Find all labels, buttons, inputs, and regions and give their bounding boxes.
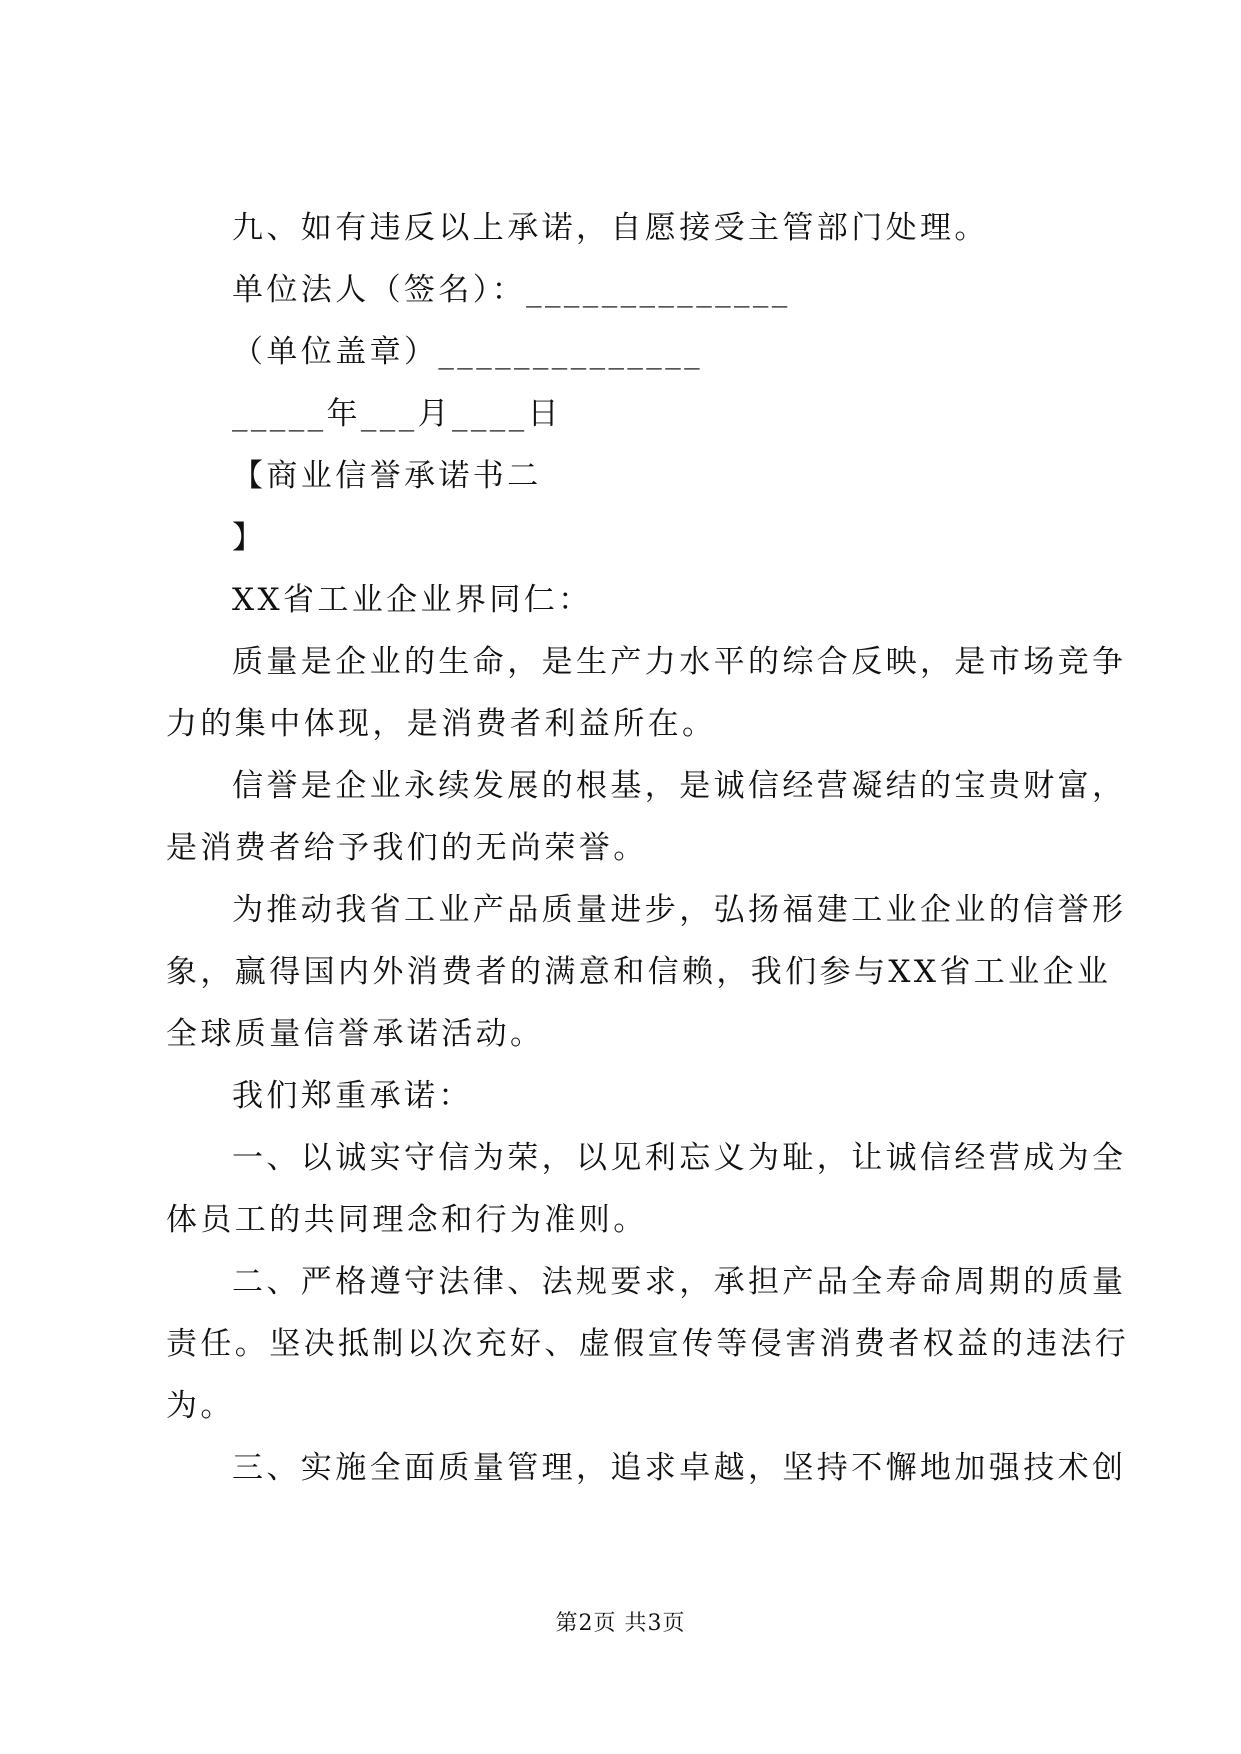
signature-date: _____年___月____日 [232, 396, 562, 432]
signature-legal-rep: 单位法人（签名）：______________ [232, 272, 791, 308]
paragraph-line: 三、实施全面质量管理，追求卓越，坚持不懈地加强技术创 [232, 1450, 1127, 1486]
paragraph-line: 为推动我省工业产品质量进步，弘扬福建工业企业的信誉形 [232, 892, 1127, 928]
paragraph-line: 是消费者给予我们的无尚荣誉。 [166, 830, 648, 866]
section-heading: 【商业信誉承诺书二 [232, 458, 542, 494]
paragraph-line: 二、严格遵守法律、法规要求，承担产品全寿命周期的质量 [232, 1264, 1127, 1300]
paragraph-line: 信誉是企业永续发展的根基，是诚信经营凝结的宝贵财富， [232, 768, 1127, 804]
pledge-intro: 我们郑重承诺： [232, 1078, 473, 1114]
paragraph-line: 象，赢得国内外消费者的满意和信赖，我们参与XX省工业企业 [166, 954, 1112, 990]
paragraph-line: 质量是企业的生命，是生产力水平的综合反映，是市场竞争 [232, 644, 1127, 680]
signature-seal: （单位盖章）______________ [232, 334, 703, 370]
paragraph-line: 力的集中体现，是消费者利益所在。 [166, 706, 717, 742]
page-footer [0, 1610, 1241, 1638]
clause-nine: 九、如有违反以上承诺，自愿接受主管部门处理。 [232, 210, 989, 246]
section-heading-bracket: 】 [232, 520, 267, 556]
page-indicator: 第2页 共3页 [555, 1611, 686, 1636]
paragraph-line: 一、以诚实守信为荣，以见利忘义为耻，让诚信经营成为全 [232, 1140, 1127, 1176]
paragraph-line: 全球质量信誉承诺活动。 [166, 1016, 545, 1052]
salutation: XX省工业企业界同仁： [232, 582, 593, 618]
paragraph-line: 为。 [166, 1388, 235, 1424]
paragraph-line: 责任。坚决抵制以次充好、虚假宣传等侵害消费者权益的违法行 [166, 1326, 1130, 1362]
paragraph-line: 体员工的共同理念和行为准则。 [166, 1202, 648, 1238]
